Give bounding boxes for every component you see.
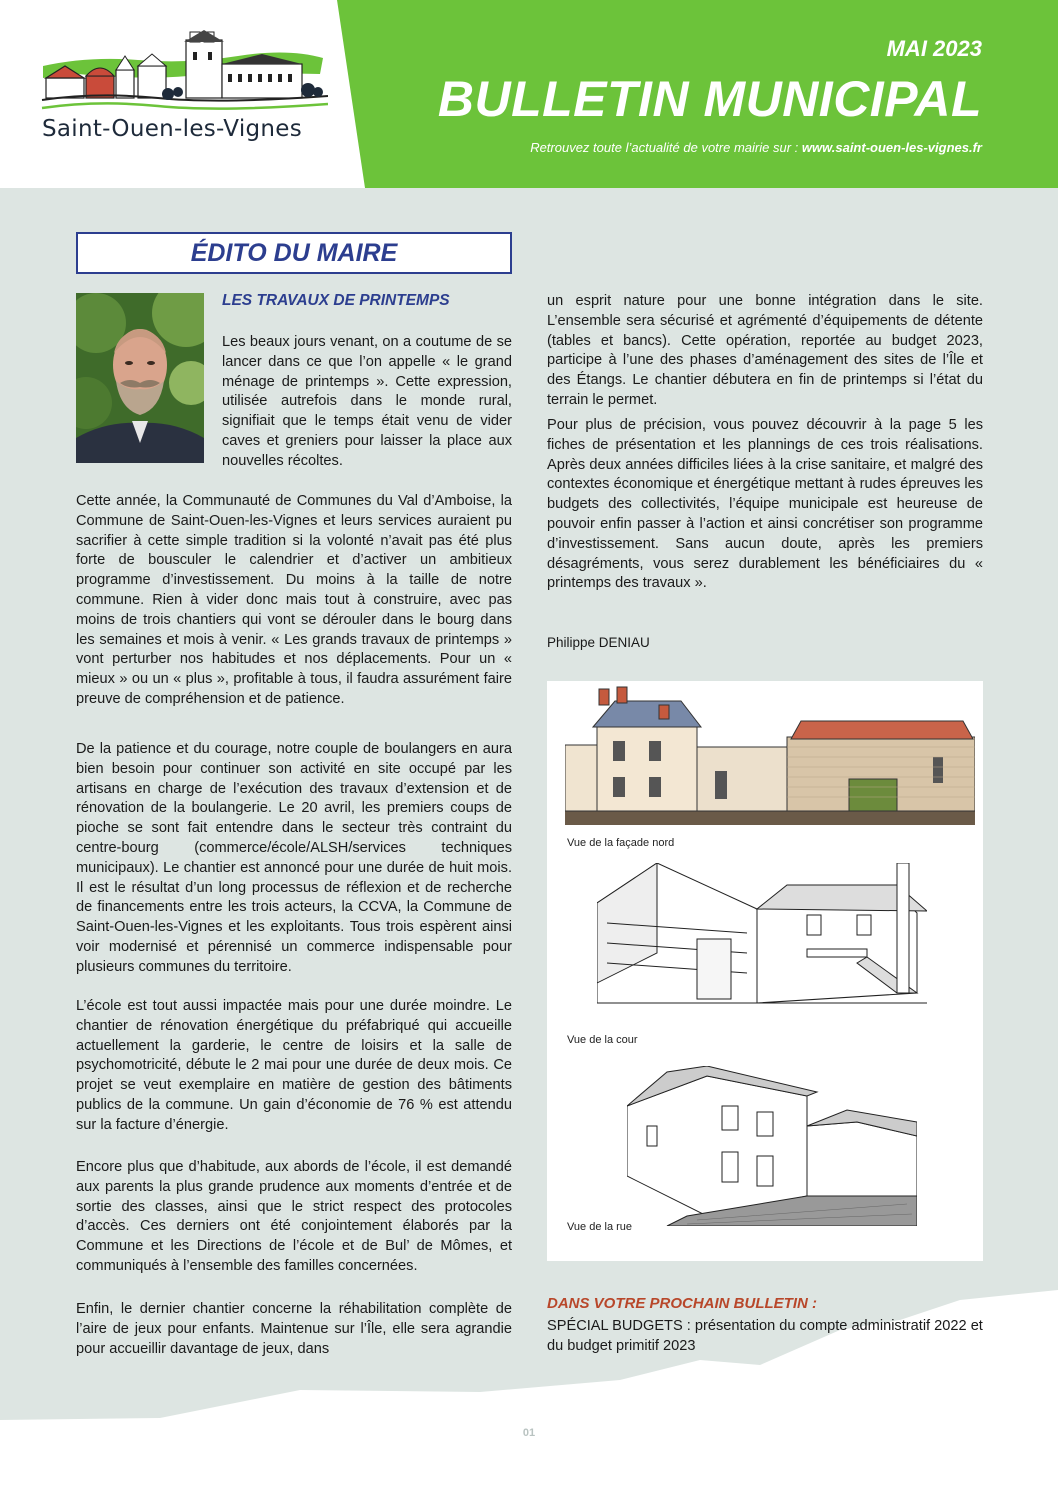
edito-heading-box <box>76 232 512 274</box>
north-facade-drawing <box>565 685 975 825</box>
edito-col2-paragraph-2: Pour plus de précision, vous pouvez découvrir à la page 5 les fiches de présentation et les plannings de ces trois réalisations. Après deux années difficiles liées à la crise sanitaire, et malgré des contextes économique et énergétique mettant à rudes épreuves les budgets des collectivités, l’équipe municipale est heureuse de pouvoir enfin passer à l’action et ainsi concrétiser son programme d’investissement. Sans aucun doute, après les premiers désagréments, vous serez durablement les bénéficiaires du « printemps des travaux ». <box>547 417 983 592</box>
website-link[interactable]: www.saint-ouen-les-vignes.fr <box>801 140 982 155</box>
page-number: 01 <box>522 1427 536 1439</box>
caption-north-facade: Vue de la façade nord <box>567 837 675 849</box>
edito-paragraph-4: Encore plus que d’habitude, aux abords de l’école, il est demandé aux parents la plus grande prudence aux moments d’entrée et de sortie des classes, ainsi que le strict respect des protocoles d’accès. Ces derniers ont été conjointement élaborés par la Commune et les Directions de l’école et de Bul’ de Mômes, et communiqués à l’ensemble des familles concernées. <box>76 1159 512 1274</box>
edito-paragraph-5: Enfin, le dernier chantier concerne la réhabilitation complète de l’aire de jeux pour enfants. Maintenue sur l’Île, elle sera agrandie pour accueillir davantage de jeux, dans <box>76 1301 512 1357</box>
edito-col2-paragraph-1: un esprit nature pour une bonne intégration dans le site. L’ensemble sera sécurisé et agrémenté d’équipements de détente (tables et bancs). Cette opération, reportée au budget 2023, participe à l’une des phases d’aménagement des sites de l’Île et des Étangs. Le chantier débutera en fin de printemps si l’état du terrain le permet. <box>547 293 983 408</box>
caption-street: Vue de la rue <box>567 1221 633 1233</box>
courtyard-drawing <box>597 863 927 1013</box>
town-name: Saint-Ouen-les-Vignes <box>42 116 303 142</box>
edito-heading: ÉDITO DU MAIRE <box>190 238 398 267</box>
edito-paragraph-2: De la patience et du courage, notre couple de boulangers en aura bien besoin pour continuer son activité en site occupé par les artisans en charge de l’exécution des travaux d’extension et de rénovation de la boulangerie. Le 20 avril, les premiers coups de pioche se sont fait entendre dans le secteur très contraint du centre-bourg (commerce/école/ALSH/services techniques municipaux). Le chantier est annoncé pour une durée de huit mois. Il est le résultat d’un long processus de réflexion et de recherche de financements entre les trois acteurs, la CCVA, la Commune de Saint-Ouen-les-Vignes et les exploitants. Tous trois espèrent ainsi voir modernisé et pérennisé un commerce indispensable pour plusieurs communes du territoire. <box>76 741 512 975</box>
bulletin-date: MAI 2023 <box>886 36 982 61</box>
edito-intro-paragraph: Les beaux jours venant, on a coutume de se lancer dans ce que l’on appelle « le grand ménage de printemps ». Cette expression, utilisée autrefois dans le monde rural, signifiait que le temps était venu de vider caves et greniers pour laisser la place aux nouvelles récoltes. <box>222 334 512 469</box>
illustrations-panel <box>547 681 983 1261</box>
next-bulletin-heading: DANS VOTRE PROCHAIN BULLETIN : <box>547 1295 817 1312</box>
mayor-signature: Philippe DENIAU <box>547 635 650 650</box>
tagline-text: Retrouvez toute l’actualité de votre mairie sur : <box>530 140 799 155</box>
edito-paragraph-1: Cette année, la Communauté de Communes du Val d’Amboise, la Commune de Saint-Ouen-les-Vignes et leurs services auraient pu sacrifier à cette simple tradition si la volonté n’avait pas été plus forte de bousculer le calendrier et d’activer un ambitieux programme d’investissement. Du moins à la taille de notre commune. Rien à vider donc mais tout à construire, avec pas moins de trois chantiers qui vont se dérouler dans le bourg dans les semaines et mois à venir. « Les grands travaux de printemps » vont perturber nos habitudes et nos déplacements. Pour un « mieux » ou un « plus », profitable à tous, il faudra assurément faire preuve de compréhension et de patience. <box>76 493 512 707</box>
edito-paragraph-3: L’école est tout aussi impactée mais pour une durée moindre. Le chantier de rénovation énergétique du préfabriqué qui accueille actuellement la garderie, le centre de loisirs et la salle de psychomotricité, débute le 2 mai pour une durée de deux mois. Ce projet se veut exemplaire en matière de gestion des bâtiments publics de la commune. Un gain d’économie de 76 % est attendu sur la facture d’énergie. <box>76 998 512 1133</box>
street-drawing <box>627 1066 917 1226</box>
tagline <box>530 140 982 155</box>
next-bulletin-body: SPÉCIAL BUDGETS : présentation du compte administratif 2022 et du budget primitif 2023 <box>547 1318 983 1354</box>
edito-subheading: LES TRAVAUX DE PRINTEMPS <box>222 292 450 309</box>
bulletin-title: BULLETIN MUNICIPAL <box>437 71 982 127</box>
town-logo <box>38 30 328 116</box>
mayor-photo <box>76 293 204 463</box>
caption-courtyard: Vue de la cour <box>567 1034 638 1046</box>
